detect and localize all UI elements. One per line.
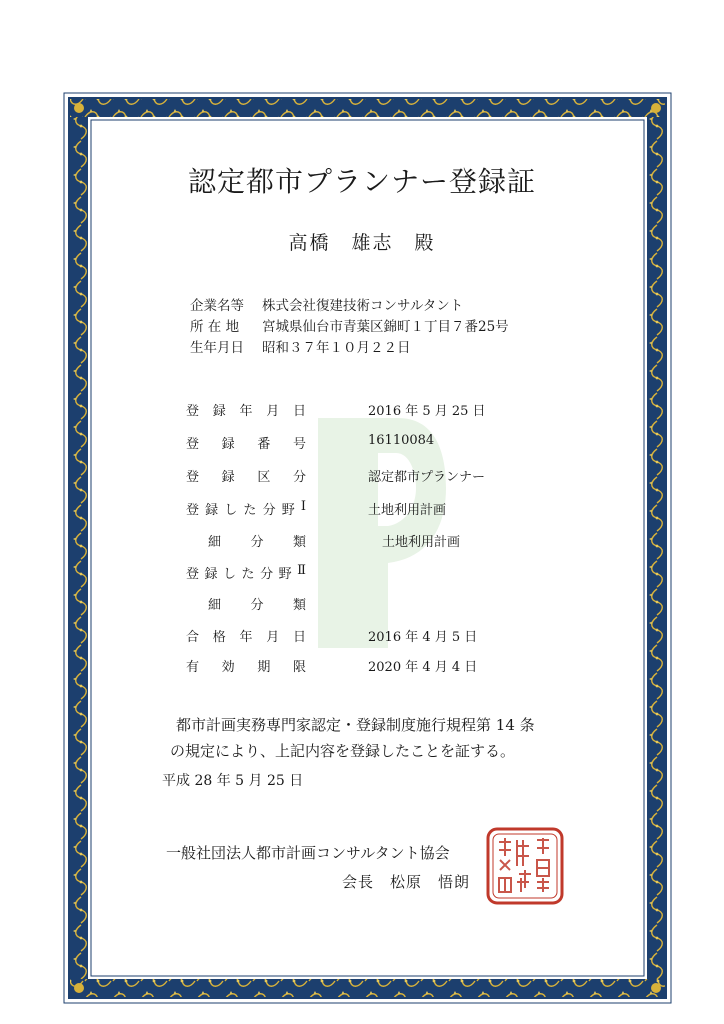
reg-number-label: 登 録 番 号 xyxy=(186,437,306,452)
reg-category-value: 認定都市プランナー xyxy=(368,470,486,485)
statement-line-1: 都市計画実務専門家認定・登録制度施行規程第 14 条 xyxy=(176,716,535,734)
reg-sub2-label: 細 分 類 xyxy=(208,598,306,613)
reg-pass-value: 2016 年 4 月 5 日 xyxy=(368,630,478,645)
reg-field1-value: 土地利用計画 xyxy=(368,503,447,518)
reg-date-value: 2016 年 5 月 25 日 xyxy=(368,404,486,419)
recipient-name: 高橋 雄志 殿 xyxy=(288,232,436,254)
birth-label: 生年月日 xyxy=(190,340,244,356)
reg-expiry-label: 有 効 期 限 xyxy=(186,660,306,675)
reg-category-label: 登 録 区 分 xyxy=(186,470,306,485)
reg-field2-label: 登 録 し た 分 野 Ⅱ xyxy=(186,563,306,582)
certification-statement xyxy=(170,712,596,764)
reg-sub1-value: 土地利用計画 xyxy=(382,535,461,550)
holder-info xyxy=(190,296,509,359)
issuer-signer: 会長 松原 悟朗 xyxy=(342,873,471,891)
statement-line-2: の規定により、上記内容を登録したことを証する。 xyxy=(170,742,516,760)
company-label: 企業名等 xyxy=(190,298,244,314)
address-label: 所 在 地 xyxy=(190,319,240,335)
reg-pass-label: 合 格 年 月 日 xyxy=(186,630,306,645)
reg-number-value: 16110084 xyxy=(368,433,435,448)
reg-field1-label: 登 録 し た 分 野 Ⅰ xyxy=(186,499,306,518)
reg-sub1-label: 細 分 類 xyxy=(208,535,306,550)
address-value: 宮城県仙台市青葉区錦町１丁目７番25号 xyxy=(262,319,509,335)
birth-value: 昭和３７年１０月２２日 xyxy=(262,340,411,356)
issue-date: 平成 28 年 5 月 25 日 xyxy=(162,773,304,789)
reg-expiry-value: 2020 年 4 月 4 日 xyxy=(368,660,478,675)
company-value: 株式会社復建技術コンサルタント xyxy=(262,298,464,314)
certificate-title: 認定都市プランナー登録証 xyxy=(187,165,536,198)
birth-row xyxy=(190,338,509,359)
reg-date-label: 登 録 年 月 日 xyxy=(186,404,306,419)
official-seal-icon xyxy=(485,826,565,906)
issuer-organization: 一般社団法人都市計画コンサルタント協会 xyxy=(166,844,450,862)
address-row xyxy=(190,317,509,338)
company-row xyxy=(190,296,509,317)
